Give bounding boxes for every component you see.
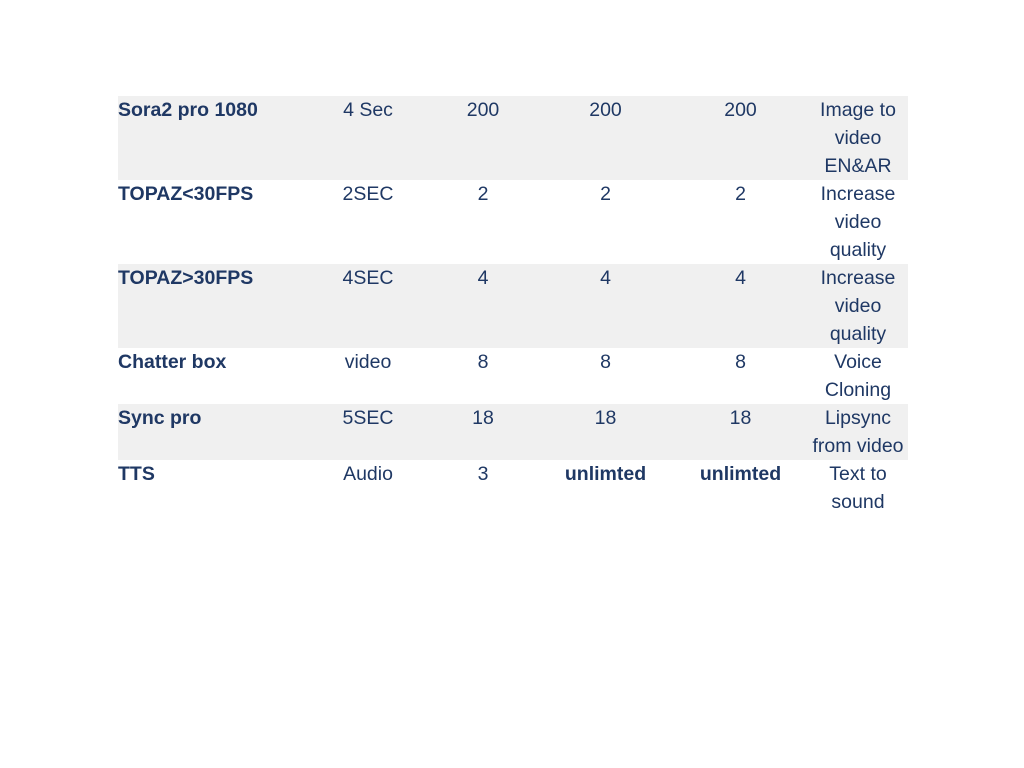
cell-feature-name: TOPAZ<30FPS: [118, 180, 308, 264]
cell-value-1: 18: [428, 404, 538, 460]
cell-feature-name: Chatter box: [118, 348, 308, 404]
cell-value-2: 8: [538, 348, 673, 404]
cell-value-2: 18: [538, 404, 673, 460]
cell-description: Voice Cloning: [808, 348, 908, 404]
cell-value-2: 4: [538, 264, 673, 348]
table-row: [118, 460, 908, 516]
table-row: [118, 348, 908, 404]
cell-description: Increase video quality: [808, 264, 908, 348]
feature-table: [118, 96, 908, 516]
cell-value-3: 4: [673, 264, 808, 348]
cell-value-1: 3: [428, 460, 538, 516]
cell-feature-name: Sora2 pro 1080: [118, 96, 308, 180]
table-row: [118, 404, 908, 460]
cell-description: Text to sound: [808, 460, 908, 516]
table-row: [118, 264, 908, 348]
cell-duration: Audio: [308, 460, 428, 516]
cell-value-3: 200: [673, 96, 808, 180]
cell-feature-name: Sync pro: [118, 404, 308, 460]
cell-value-3: 18: [673, 404, 808, 460]
feature-table-body: [118, 96, 908, 516]
cell-value-1: 200: [428, 96, 538, 180]
table-row: [118, 96, 908, 180]
cell-feature-name: TTS: [118, 460, 308, 516]
cell-value-1: 4: [428, 264, 538, 348]
cell-value-3: 8: [673, 348, 808, 404]
cell-duration: 5SEC: [308, 404, 428, 460]
feature-table-container: [118, 96, 908, 516]
cell-value-1: 8: [428, 348, 538, 404]
cell-value-2: 200: [538, 96, 673, 180]
cell-value-2: 2: [538, 180, 673, 264]
cell-feature-name: TOPAZ>30FPS: [118, 264, 308, 348]
cell-duration: video: [308, 348, 428, 404]
cell-value-1: 2: [428, 180, 538, 264]
cell-duration: 4 Sec: [308, 96, 428, 180]
cell-description: Lipsync from video: [808, 404, 908, 460]
table-row: [118, 180, 908, 264]
cell-value-3: unlimted: [673, 460, 808, 516]
cell-value-2: unlimted: [538, 460, 673, 516]
cell-value-3: 2: [673, 180, 808, 264]
cell-duration: 2SEC: [308, 180, 428, 264]
cell-duration: 4SEC: [308, 264, 428, 348]
cell-description: Increase video quality: [808, 180, 908, 264]
cell-description: Image to video EN&AR: [808, 96, 908, 180]
